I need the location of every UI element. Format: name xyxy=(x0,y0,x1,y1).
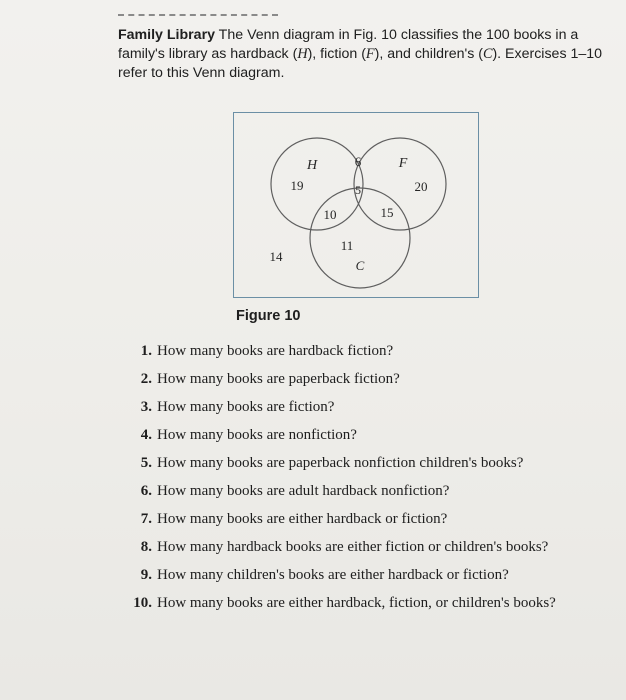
exercise-text: How many books are fiction? xyxy=(157,399,335,415)
exercise-item xyxy=(128,343,608,360)
exercise-text: How many hardback books are either fiction or children's books? xyxy=(157,539,549,555)
exercise-text: How many books are paperback nonfiction children's books? xyxy=(157,455,524,471)
circle-c xyxy=(310,188,410,288)
exercise-item xyxy=(128,427,608,444)
exercise-text: How many children's books are either hardback or fiction? xyxy=(157,567,509,583)
exercise-item xyxy=(128,455,608,472)
intro-text-2: ), fiction ( xyxy=(307,46,366,62)
exercise-item xyxy=(128,399,608,416)
exercise-number: 4. xyxy=(140,427,152,443)
exercise-item xyxy=(128,567,608,584)
exercise-text: How many books are paperback fiction? xyxy=(157,371,400,387)
region-h-f-c: 5 xyxy=(355,183,361,197)
intro-set-c: C xyxy=(482,46,493,62)
exercise-text: How many books are either hardback or fiction? xyxy=(157,511,448,527)
intro-set-f: F xyxy=(365,46,375,62)
exercise-number: 10. xyxy=(133,595,152,611)
exercise-item xyxy=(128,483,608,500)
region-f-only: 20 xyxy=(414,179,428,194)
exercise-number: 5. xyxy=(140,455,152,471)
label-c: C xyxy=(355,258,365,273)
figure-caption: Figure 10 xyxy=(236,308,301,324)
exercise-number: 1. xyxy=(140,343,152,359)
exercise-number: 2. xyxy=(140,371,152,387)
exercise-number: 6. xyxy=(140,483,152,499)
region-c-only: 11 xyxy=(340,238,354,253)
exercise-text: How many books are either hardback, fiction, or children's books? xyxy=(157,595,556,611)
region-outside: 14 xyxy=(269,249,283,264)
intro-set-h: H xyxy=(297,46,308,62)
top-divider xyxy=(118,14,278,16)
circle-f xyxy=(354,138,446,230)
venn-diagram xyxy=(233,112,479,298)
region-h-f-only: 6 xyxy=(354,154,362,169)
region-h-only: 19 xyxy=(290,178,304,193)
exercise-text: How many books are adult hardback nonfiction? xyxy=(157,483,450,499)
intro-text-1: The Venn diagram in Fig. 10 classifies the 100 books in a family's library as hardback ( xyxy=(118,27,579,62)
intro-lead: Family Library xyxy=(118,27,215,43)
exercise-item xyxy=(128,511,608,528)
label-f: F xyxy=(398,156,408,171)
label-h: H xyxy=(306,158,318,173)
exercise-number: 7. xyxy=(140,511,152,527)
exercise-list xyxy=(128,343,608,612)
exercise-number: 8. xyxy=(140,539,152,555)
region-f-c-only: 15 xyxy=(380,205,394,220)
exercise-number: 9. xyxy=(140,567,152,583)
exercise-item xyxy=(128,371,608,388)
region-h-c-only: 10 xyxy=(323,207,337,222)
circle-h xyxy=(271,138,363,230)
intro-text-3: ), and children's ( xyxy=(374,46,483,62)
intro-text-4: ). Exercises 1–10 refer to this Venn diagram. xyxy=(118,46,603,81)
intro-paragraph xyxy=(118,26,610,83)
exercise-number: 3. xyxy=(140,399,152,415)
exercise-item xyxy=(128,539,608,556)
exercise-item xyxy=(128,595,608,612)
exercise-text: How many books are hardback fiction? xyxy=(157,343,394,359)
exercise-text: How many books are nonfiction? xyxy=(157,427,357,443)
